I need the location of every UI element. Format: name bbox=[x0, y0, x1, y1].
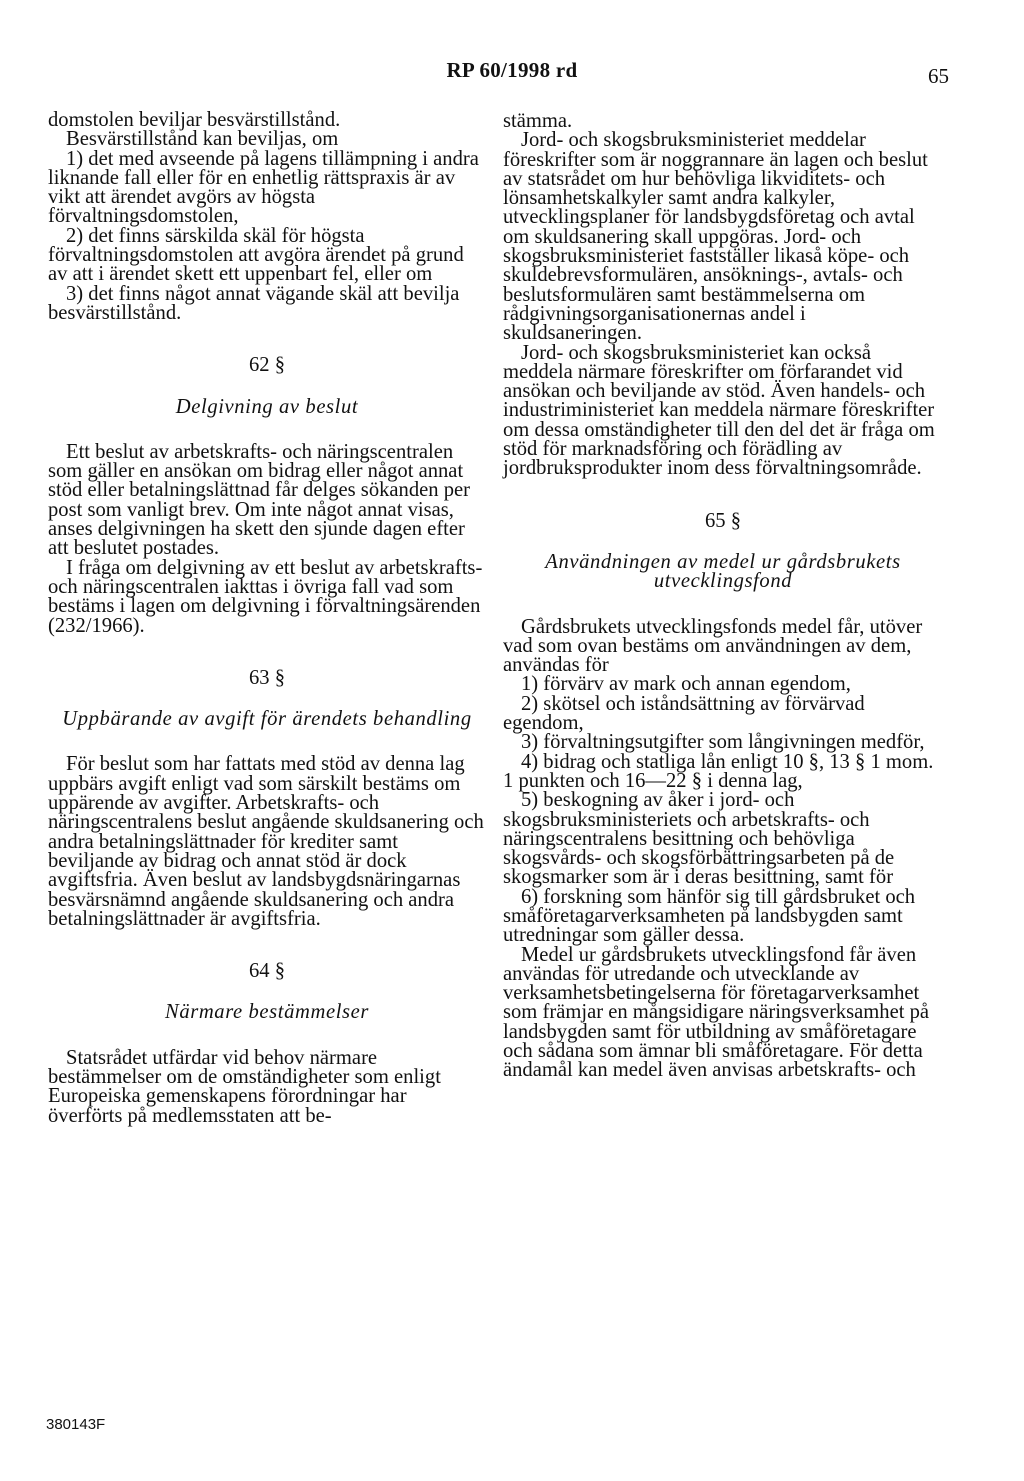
paragraph: Ett beslut av arbetskrafts- och näringscentralen som gäller en ansökan om bidrag eller något annat stöd eller betalningslättnad får delges sökanden per post som vanligt brev. Om inte något annat visas, anses delgivningen ha skett den sjunde dagen efter att beslutet postades. bbox=[48, 440, 471, 560]
section-title: Närmare bestämmelser bbox=[164, 1001, 369, 1024]
paragraph: domstolen beviljar besvärstillstånd. bbox=[48, 109, 341, 131]
left-column bbox=[48, 111, 486, 1126]
paragraph: stämma. bbox=[503, 110, 573, 132]
footer-code: 380143F bbox=[46, 1416, 106, 1433]
section-number: 63 § bbox=[248, 666, 286, 689]
paragraph: I fråga om delgivning av ett beslut av arbetskrafts- och näringscentralen iakttas i övriga fall vad som bestäms i lagen om delgivning i förvaltningsärenden (232/1966). bbox=[48, 556, 483, 637]
list-item: 3) det finns något annat vägande skäl att bevilja besvärstillstånd. bbox=[48, 282, 460, 324]
list-item: 1) förvärv av mark och annan egendom, bbox=[521, 673, 851, 696]
section-title: Användningen av medel ur gårdsbrukets utvecklingsfond bbox=[545, 550, 901, 593]
paragraph: Medel ur gårdsbrukets utvecklingsfond får även användas för utredande och utvecklande av verksamhetsbetingelserna för företagarverksamhet som främjar en mångsidigare näringsverksamhet på landsbygden samt för utbildning av småföretagare och sådana som ämnar bli småföretagare. För detta ändamål kan medel även anvisas arbetskrafts- och bbox=[503, 943, 930, 1082]
paragraph: Besvärstillstånd kan beviljas, om bbox=[66, 128, 339, 151]
list-item: 5) beskogning av åker i jord- och skogsbruksministeriets och arbetskrafts- och näringscentralens besittning och behövliga skogsvårds- och skogsförbättringsarbeten på de skogsmarker som är i deras besittning, samt för bbox=[503, 789, 895, 889]
list-item: 2) skötsel och iståndsättning av förvärvad egendom, bbox=[503, 692, 865, 735]
paragraph: Statsrådet utfärdar vid behov närmare bestämmelser om de omständigheter som enligt Europeiska gemenskapens förordningar har överförts på medlemsstaten att be- bbox=[48, 1046, 441, 1127]
paragraph: Jord- och skogsbruksministeriet meddelar föreskrifter som är noggrannare än lagen och beslut av statsrådet om hur behövliga likviditets- och lönsamhetskalkyler samt andra kalkyler, utvecklingsplaner för landsbygdsföretag och avtal om skuldsanering skall uppgöras. Jord- och skogsbruksministeriet fastställer likaså köpe- och skuldebrevsformulären, ansöknings-, avtals- och beslutsformulären samt bestämmelserna om rådgivningsorganisationernas andel i skuldsaneringen. bbox=[503, 129, 928, 345]
list-item: 3) förvaltningsutgifter som långivningen medför, bbox=[521, 731, 925, 754]
page-number: 65 bbox=[928, 64, 949, 88]
paragraph: Jord- och skogsbruksministeriet kan också meddela närmare föreskrifter om förfarandet vid ansökan och beviljande av stöd. Även handels- och industriministeriet kan meddela närmare föreskrifter om dessa omständigheter till den del det är fråga om stöd för marknadsföring och förädling av jordbruksprodukter inom dess förvaltningsområde. bbox=[503, 341, 935, 480]
paragraph: Gårdsbrukets utvecklingsfonds medel får, utöver vad som ovan bestäms om användningen av dem, användas för bbox=[503, 615, 923, 677]
paragraph: För beslut som har fattats med stöd av denna lag uppbärs avgift enligt vad som särskilt bestäms om uppärende av avgifter. Arbetskrafts- och näringscentralens beslut angående skuldsanering och andra betalningslättnader för krediter samt beviljande av bidrag och annat stöd är dock avgiftsfria. Även beslut av landsbygdsnäringarnas besvärsnämnd angående skuldsanering och andra betalningslättnader är avgiftsfria. bbox=[48, 753, 484, 930]
right-column bbox=[503, 112, 943, 1081]
section-number: 62 § bbox=[248, 354, 286, 377]
section-title: Delgivning av beslut bbox=[175, 395, 359, 418]
list-item: 2) det finns särskilda skäl för högsta förvaltningsdomstolen att avgöra ärendet på grund av att i ärendet skett ett uppenbart fel, eller om bbox=[48, 224, 464, 286]
list-item: 4) bidrag och statliga lån enligt 10 §, 13 § 1 mom. 1 punkten och 16—22 § i denna lag, bbox=[503, 750, 934, 792]
list-item: 6) forskning som hänför sig till gårdsbruket och småföretagarverksamheten på landsbygden samt utredningar som gäller dessa. bbox=[503, 885, 916, 947]
list-item: 1) det med avseende på lagens tillämpning i andra liknande fall eller för en enhetlig rättspraxis är av vikt att ärendet avgörs av högsta förvaltningsdomstolen, bbox=[48, 147, 479, 228]
section-number: 64 § bbox=[248, 960, 286, 983]
document-reference: RP 60/1998 rd bbox=[446, 58, 578, 82]
section-title: Uppbärande av avgift för ärendets behandling bbox=[62, 708, 472, 731]
section-number: 65 § bbox=[704, 509, 742, 532]
